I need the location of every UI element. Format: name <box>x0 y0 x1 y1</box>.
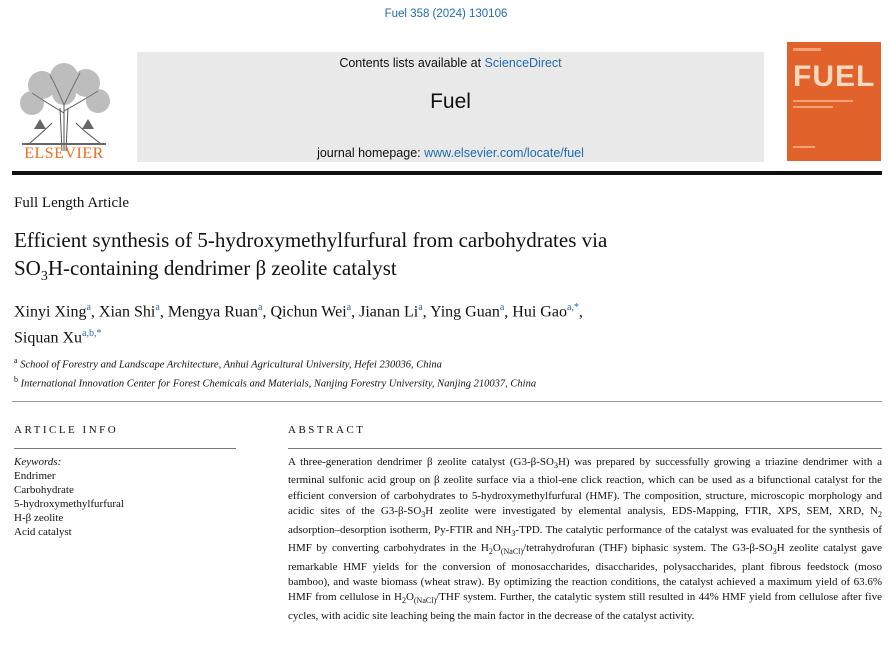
homepage-prefix: journal homepage: <box>317 146 421 160</box>
article-info-rule <box>14 448 236 449</box>
abstract-heading: ABSTRACT <box>288 424 366 436</box>
author-name[interactable]: Ying Guan <box>430 303 500 321</box>
abstract-subscript: 2 <box>488 547 493 557</box>
author-affil-mark[interactable]: a,* <box>566 302 579 313</box>
keyword-item: Endrimer <box>14 470 56 482</box>
author-affil-mark[interactable]: a <box>86 302 91 313</box>
contents-prefix: Contents lists available at <box>339 56 482 70</box>
sciencedirect-link[interactable]: ScienceDirect <box>484 56 562 70</box>
author-name[interactable]: Xian Shi <box>98 303 156 321</box>
affiliation-label: b <box>14 374 18 384</box>
author-name[interactable]: Qichun Wei <box>270 303 347 321</box>
title-line-2-post: H-containing dendrimer β zeolite catalyst <box>47 256 397 280</box>
affiliation-item <box>14 373 536 392</box>
abstract-segment: A three-generation dendrimer β zeolite catalyst (G3-β-SO <box>288 456 554 468</box>
abstract-segment: /tetrahydrofuran (THF) biphasic system. The G3-β-SO <box>523 542 773 555</box>
abstract-subscript: 3 <box>421 510 426 520</box>
journal-citation[interactable]: Fuel 358 (2024) 130106 <box>384 8 508 20</box>
author-name[interactable]: Jianan Li <box>359 303 419 321</box>
keywords-label: Keywords: <box>14 456 62 468</box>
affiliation-label: a <box>14 356 18 365</box>
keyword-item: H-β zeolite <box>14 512 64 524</box>
author-name[interactable]: Siquan Xu <box>14 329 82 347</box>
abstract-segment: O <box>492 542 501 555</box>
journal-cover[interactable] <box>787 42 881 161</box>
abstract-segment: -TPD. The catalytic performance of the catalyst was evaluated for the synthesis of HMF by converting carbohydrates in the H <box>288 523 883 555</box>
abstract-subscript: (NaCl) <box>413 596 437 606</box>
abstract-segment: adsorption–desorption isotherm, Py-FTIR and NH <box>288 523 512 536</box>
title-line-2-pre: SO <box>14 256 41 280</box>
journal-homepage-link[interactable]: www.elsevier.com/locate/fuel <box>424 146 584 160</box>
abstract-segment: H) was prepared by successfully growing a triazine dendrimer with a terminal sulfonic acid group on β zeolite surface via a thiol-ene click reaction, which can be used as a bifunctional catalyst for the efficient conversion of carbohydrates to 5-hydroxymethylfurfural (HMF). The composition, structure, microscopic morphology and acidic sites of the G3-β-SO <box>288 456 882 518</box>
author-list: Xinyi Xing$^a$, Xian Shi$^a$, Mengya Ruan$^a$, Qichun Wei$^a$, Jianan Li$^a$, Ying Guan$^a$, Hui Gao$^{a,*}$, Siquan $Xu^{a,b,*}$ <box>14 302 583 347</box>
abstract-segment: H zeolite were investigated by elemental analysis, EDS-Mapping, FTIR, XPS, SEM, XRD, N <box>425 505 878 518</box>
author-affil-mark[interactable]: a,b,* <box>82 328 102 340</box>
section-divider <box>12 401 882 402</box>
affiliation-text: International Innovation Center for Forest Chemicals and Materials, Nanjing Forestry University, Nanjing 210037, China <box>20 378 537 389</box>
keyword-item: Carbohydrate <box>14 484 74 496</box>
abstract-subscript: 3 <box>553 461 558 471</box>
abstract-segment: O <box>405 591 414 604</box>
abstract-subscript: 2 <box>878 510 882 520</box>
journal-banner <box>137 52 764 162</box>
author-affil-mark[interactable]: a <box>155 302 160 313</box>
author-affil-mark[interactable]: a <box>499 302 505 313</box>
author-affil-mark[interactable]: a <box>418 302 423 313</box>
header-rule <box>12 171 882 175</box>
homepage-line <box>137 146 764 160</box>
abstract-segment: H zeolite catalyst gave remarkable HMF yields for the conversion of monosaccharides, disaccharides, polysaccharides, plant fibrous feedstock (moso bamboo), and waste biomass (wheat straw). By optimizing the reaction conditions, the catalyst achieved a maximum yield of 63.6% HMF from cellulose in H <box>288 542 883 604</box>
affiliation-list <box>14 354 536 391</box>
abstract-subscript: 3 <box>511 528 516 538</box>
abstract-subscript: 3 <box>772 547 777 557</box>
abstract-text <box>288 455 882 624</box>
article-info-heading: ARTICLE INFO <box>14 424 119 436</box>
author-name[interactable]: Xinyi Xing <box>14 303 87 321</box>
author-affil-mark[interactable]: a <box>346 302 352 313</box>
abstract-rule <box>288 448 882 449</box>
keyword-item: Acid catalyst <box>14 526 72 538</box>
abstract-subscript: (NaCl) <box>500 547 524 557</box>
affiliation-item <box>14 354 536 373</box>
affiliation-text: School of Forestry and Landscape Architecture, Anhui Agricultural University, Hefei 230036, China <box>20 359 442 371</box>
author-affil-mark[interactable]: a <box>258 302 263 313</box>
title-line-2-sub: 3 <box>40 269 48 285</box>
article-title <box>14 226 774 291</box>
elsevier-wordmark: ELSEVIER <box>24 145 104 162</box>
contents-lists-line <box>137 56 764 70</box>
author-name[interactable]: Hui Gao <box>512 303 567 321</box>
author-name[interactable]: Mengya Ruan <box>167 303 259 321</box>
journal-title: Fuel <box>430 90 471 113</box>
abstract-segment: /THF system. Further, the catalytic system still resulted in 44% HMF yield from cellulose after five cycles, with acidic site leaching being the main factor in the decrease of the catalyst activity. <box>288 591 882 622</box>
keyword-item: 5-hydroxymethylfurfural <box>14 498 124 510</box>
keywords-block <box>14 455 124 539</box>
abstract-subscript: 2 <box>401 596 406 606</box>
article-type: Full Length Article <box>14 195 129 211</box>
title-line-1: Efficient synthesis of 5-hydroxymethylfurfural from carbohydrates via <box>14 228 608 252</box>
cover-title: FUEL <box>793 60 876 93</box>
